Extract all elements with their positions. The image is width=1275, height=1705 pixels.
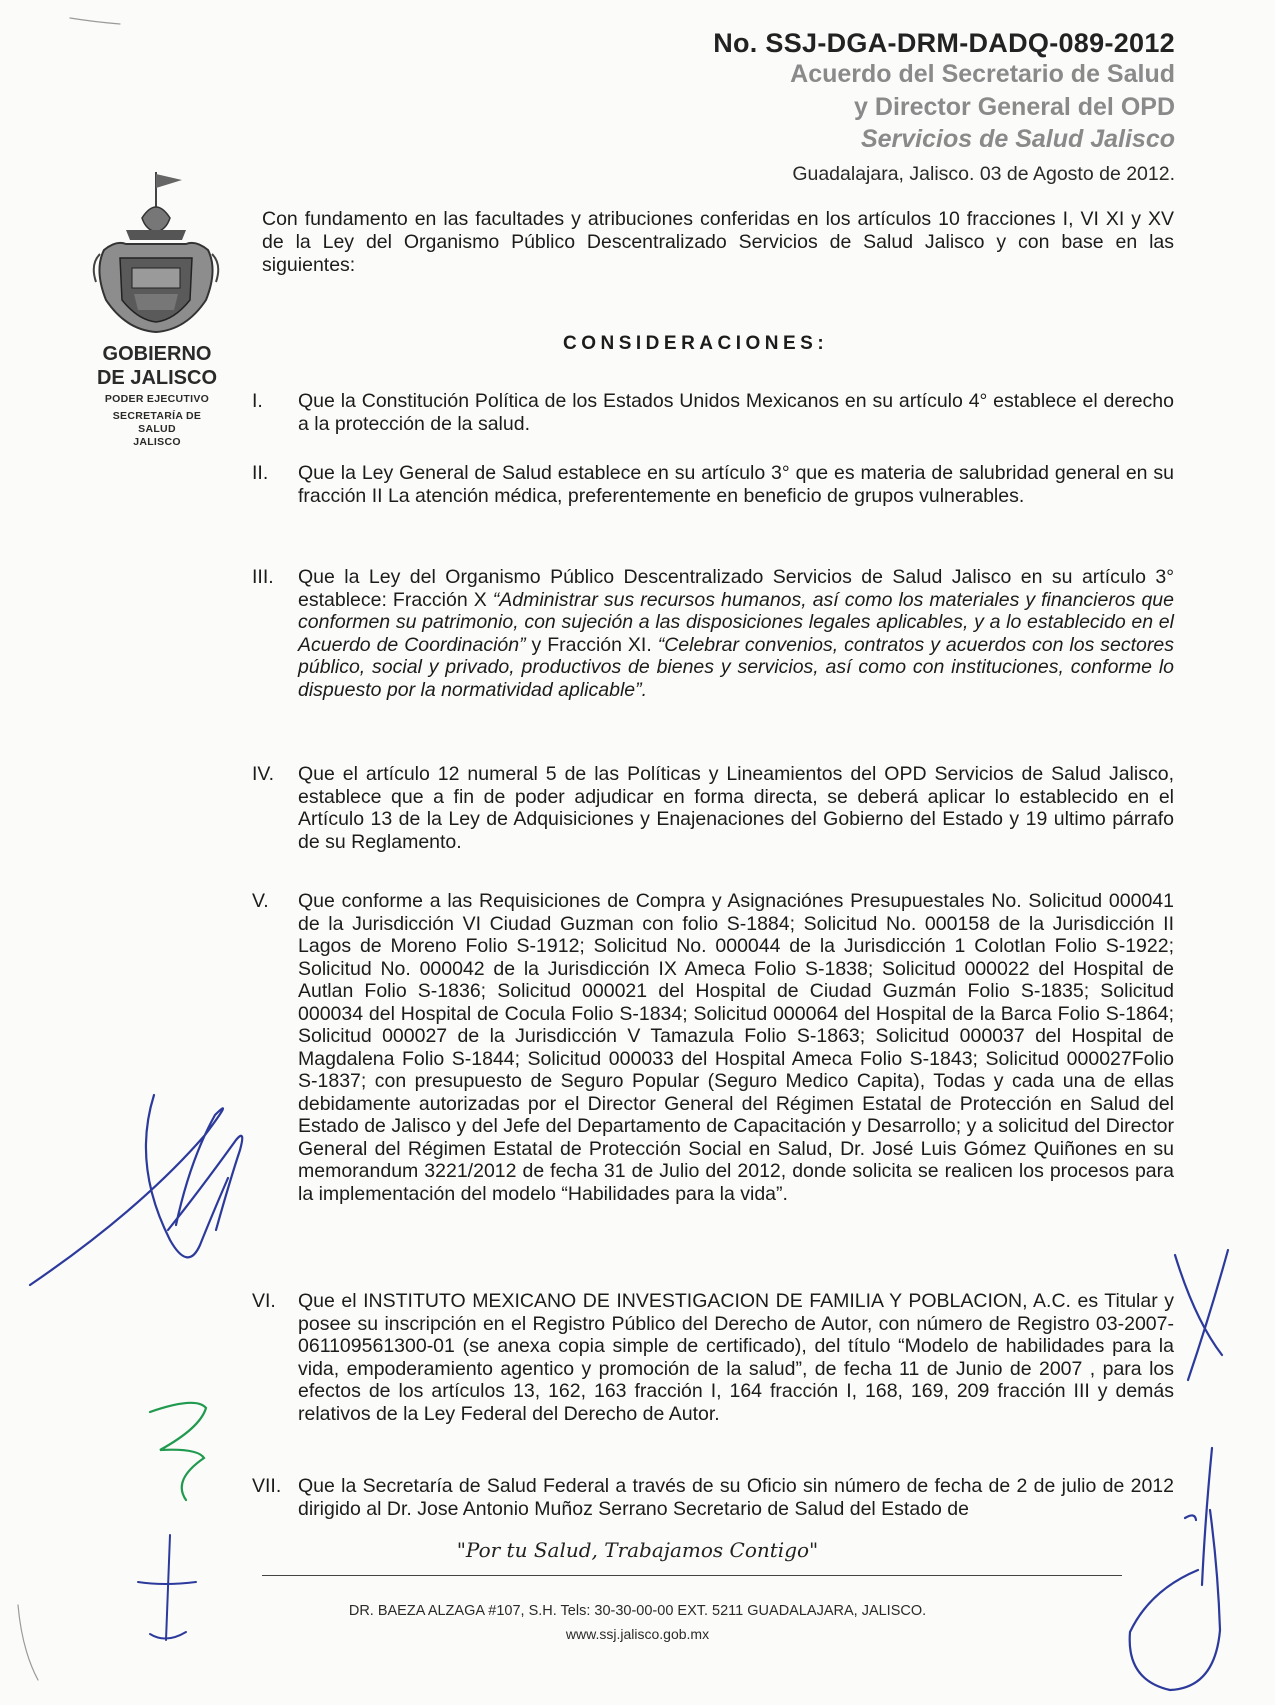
item-number: V. xyxy=(252,890,269,912)
item-text: Que conforme a las Requisiciones de Compra y Asignaciónes Presupuestales No. Solicitud 000041 de la Jurisdicción VI Ciudad Guzman con folio S-1884; Solicitud No. 000158 de la Jurisdicción II Lagos de Moreno Folio S-1912; Solicitud No. 000044 de la Jurisdicción 1 Colotlan Folio S-1922; Solicitud No. 000042 de la Jurisdicción IX Ameca Folio S-1838; Solicitud 000022 del Hospital de Autlan Folio S-1836; Solicitud 000021 del Hospital de Ciudad Guzmán Folio S-1835; Solicitud 000034 del Hospital de Cocula Folio S-1834; Solicitud 000064 del Hospital de la Barca Folio S-1864; Solicitud 000027 de la Jurisdicción V Tamazula Folio S-1863; Solicitud 000037 del Hospital de Magdalena Folio S-1844; Solicitud 000033 del Hospital Ameca Folio S-1843; Solicitud 000027Folio S-1837; con presupuesto de Seguro Popular (Seguro Medico Capita), Todas y cada una de ellas debidamente autorizadas por el Director General del Régimen Estatal de Protección en Salud del Estado de Jalisco y del Jefe del Departamento de Capacitación y Desarrollo; y a solicitud del Director General del Régimen Estatal de Protección Social en Salud, Dr. José Luis Gómez Quiñones en su memorandum 3221/2012 de fecha 31 de Julio del 2012, donde solicita se realicen los procesos para la implementación del modelo “Habilidades para la vida”. xyxy=(298,890,1174,1205)
item-text-part: y Fracción XI. xyxy=(525,633,658,656)
item-number: IV. xyxy=(252,763,275,785)
footer-website: www.ssj.jalisco.gob.mx xyxy=(565,1626,710,1642)
quoted-fraction-xi: “Celebrar convenios, contratos y acuerdos con los sectores público, social y privado, productivos de bienes y servicios, así como con instituciones, conforme lo dispuesto por la normatividad aplicable”. xyxy=(298,633,1174,701)
quoted-fraction-x: “Administrar sus recursos humanos, así como los materiales y financieros que conformen su patrimonio, con sujeción a las disposiciones legales aplicables, y a lo establecido en el Acuerdo de Coordinación” xyxy=(298,588,1174,656)
slogan: "Por tu Salud, Trabajamos Contigo" xyxy=(456,1538,819,1562)
salud-text: SALUD xyxy=(138,423,176,435)
gobierno-text: GOBIERNO xyxy=(102,343,212,365)
item-text: Que el INSTITUTO MEXICANO DE INVESTIGACION DE FAMILIA Y POBLACION, A.C. es Titular y posee su inscripción en el Registro Público del Derecho de Autor, con número de Registro 03-2007-061109561300-01 (se anexa copia simple de certificado), del título “Modelo de habilidades para la vida, empoderamiento agentico y promoción de la salud”, de fecha 11 de Junio de 2007 , para los efectos de los artículos 13, 162, 163 fracción I, 164 fracción I, 168, 169, 209 fracción III y demás relativos de la Ley Federal del Derecho de Autor. xyxy=(298,1290,1174,1425)
date-line: Guadalajara, Jalisco. 03 de Agosto de 2012. xyxy=(792,163,1175,185)
jalisco-text: DE JALISCO xyxy=(96,367,218,389)
poder-ejecutivo-text: PODER EJECUTIVO xyxy=(104,393,210,405)
item-number: I. xyxy=(252,390,263,412)
secretaria-text: SECRETARÍA DE xyxy=(112,410,202,422)
header-title-line3: Servicios de Salud Jalisco xyxy=(860,125,1175,153)
scan-corner-marks xyxy=(18,18,120,1680)
item-text: Que la Constitución Política de los Estados Unidos Mexicanos en su artículo 4° establece el derecho a la protección de la salud. xyxy=(298,390,1174,435)
item-text-part: Que la Ley del Organismo Público Descentralizado Servicios de Salud Jalisco en su artículo 3° establece: Fracción X xyxy=(298,566,1174,611)
document-number: No. SSJ-DGA-DRM-DADQ-089-2012 xyxy=(713,28,1175,58)
intro-paragraph: Con fundamento en las facultades y atribuciones conferidas en los artículos 10 fracciones I, VI XI y XV de la Ley del Organismo Público Descentralizado Servicios de Salud Jalisco y con base en las siguientes: xyxy=(262,208,1174,276)
blue-cross-mark xyxy=(138,1535,196,1640)
item-text: Que la Secretaría de Salud Federal a través de su Oficio sin número de fecha de 2 de julio de 2012 dirigido al Dr. Jose Antonio Muñoz Serrano Secretario de Salud del Estado de xyxy=(298,1475,1174,1520)
jalisco-small-text: JALISCO xyxy=(133,436,181,448)
header-title-line2: y Director General del OPD xyxy=(854,93,1175,121)
blue-signature-right xyxy=(1130,1250,1228,1690)
green-initials xyxy=(150,1403,206,1500)
item-number: II. xyxy=(252,462,269,484)
blue-signature-left xyxy=(30,1095,242,1285)
considerations-title: CONSIDERACIONES: xyxy=(563,333,829,354)
item-text: Que el artículo 12 numeral 5 de las Políticas y Lineamientos del OPD Servicios de Salud Jalisco, establece que a fin de poder adjudicar en forma directa, se deberá aplicar lo establecido en el Artículo 13 de la Ley de Adquisiciones y Enajenaciones del Gobierno del Estado y 19 ultimo párrafo de su Reglamento. xyxy=(298,763,1174,853)
item-number: VII. xyxy=(252,1475,282,1497)
item-text: Que la Ley General de Salud establece en su artículo 3° que es materia de salubridad general en su fracción II La atención médica, preferentemente en beneficio de grupos vulnerables. xyxy=(298,462,1174,507)
footer-address: DR. BAEZA ALZAGA #107, S.H. Tels: 30-30-00-00 EXT. 5211 GUADALAJARA, JALISCO. xyxy=(348,1603,927,1619)
header-title-line1: Acuerdo del Secretario de Salud xyxy=(790,60,1175,88)
item-number: VI. xyxy=(252,1290,276,1312)
item-number: III. xyxy=(252,566,274,588)
